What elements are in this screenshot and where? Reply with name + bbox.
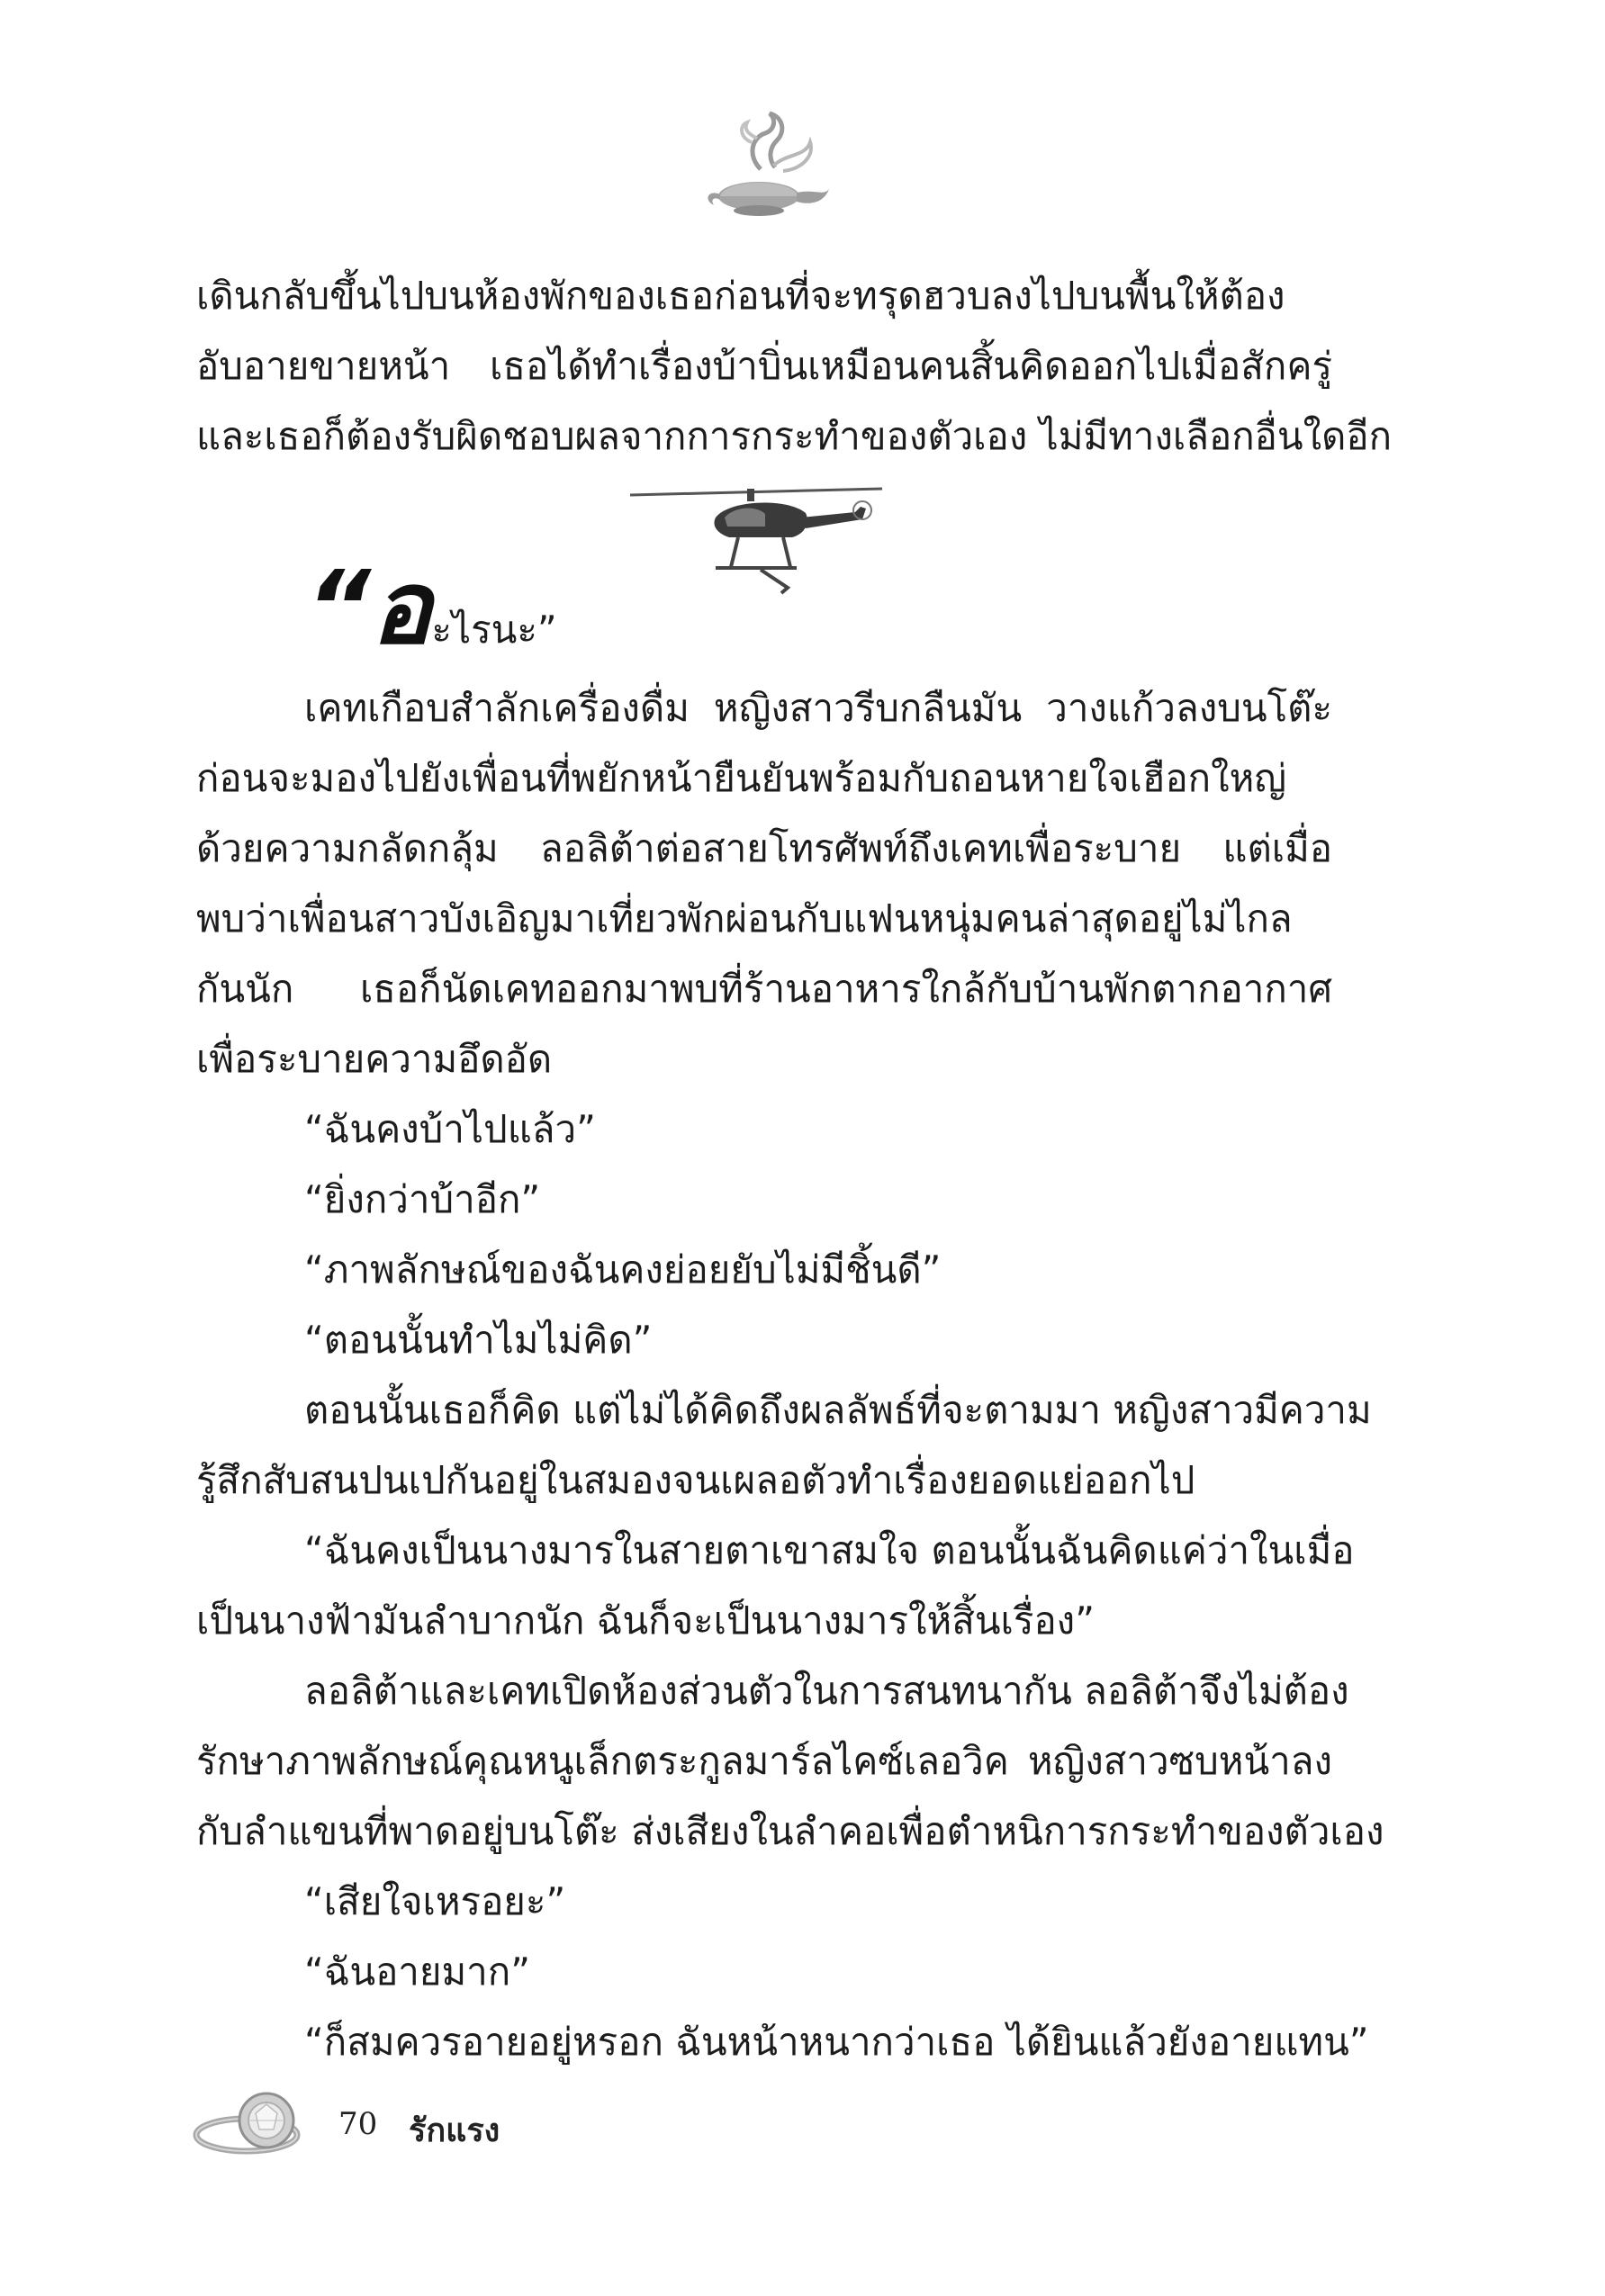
text-line: รู้สึกสับสนปนเปกันอยู่ในสมองจนเผลอตัวทำเรื่องยอดแย่ออกไป [196,1458,1195,1502]
page-footer [193,2088,733,2169]
helicopter-icon [630,482,900,603]
text-line: “เสียใจเหรอยะ” [304,1879,566,1923]
page-number: 70 [338,2106,378,2142]
text-line: “ฉันคงบ้าไปแล้ว” [304,1107,596,1151]
text-line: รักษาภาพลักษณ์คุณหนูเล็กตระกูลมาร์ลไคซ์เลอวิค หญิงสาวซบหน้าลง [196,1739,1332,1783]
text-line: กันนัก เธอก็นัดเคทออกมาพบที่ร้านอาหารใกล้กับบ้านพักตากอากาศ [196,967,1332,1011]
text-line: “ภาพลักษณ์ของฉันคงย่อยยับไม่มีชิ้นดี” [304,1247,942,1292]
drop-cap-continuation: ะไรนะ” [431,608,557,652]
text-line: “ฉันคงเป็นนางมารในสายตาเขาสมใจ ตอนนั้นฉันคิดแค่ว่าในเมื่อ [304,1528,1355,1572]
text-line: เดินกลับขึ้นไปบนห้องพักของเธอก่อนที่จะทรุดฮวบลงไปบนพื้นให้ต้อง [196,274,1285,318]
text-line: และเธอก็ต้องรับผิดชอบผลจากการกระทำของตัวเอง ไม่มีทางเลือกอื่นใดอีก [196,414,1393,458]
text-line: เป็นนางฟ้ามันลำบากนัก ฉันก็จะเป็นนางมารให้สิ้นเรื่อง” [196,1598,1095,1643]
text-line: “ฉันอายมาก” [304,1949,530,1994]
text-line: อับอายขายหน้า เธอได้ทำเรื่องบ้าบิ่นเหมือนคนสิ้นคิดออกไปเมื่อสักครู่ [196,344,1332,388]
dialogue-opening [306,550,557,667]
text-line: พบว่าเพื่อนสาวบังเอิญมาเที่ยวพักผ่อนกับแฟนหนุ่มคนล่าสุดอยู่ไม่ไกล [196,896,1293,941]
text-line: เคทเกือบสำลักเครื่องดื่ม หญิงสาวรีบกลืนมัน วางแก้วลงบนโต๊ะ [304,686,1332,730]
paragraph-top [196,261,1393,472]
text-line: ด้วยความกลัดกลุ้ม ลอลิต้าต่อสายโทรศัพท์ถึงเคทเพื่อระบาย แต่เมื่อ [196,826,1332,870]
text-line: “ตอนนั้นทำไมไม่คิด” [304,1318,653,1362]
drop-cap-letter: “อ [306,550,432,667]
text-line: ลอลิต้าและเคทเปิดห้องส่วนตัวในการสนทนากัน ลอลิต้าจึงไม่ต้อง [304,1669,1349,1713]
lamp-with-smoke-icon [698,106,833,223]
diamond-ring-icon [193,2088,314,2167]
text-line: เพื่อระบายความอึดอัด [196,1037,553,1081]
text-line: ตอนนั้นเธอก็คิด แต่ไม่ได้คิดถึงผลลัพธ์ที่จะตามมา หญิงสาวมีความ [304,1388,1372,1432]
text-line: ก่อนจะมองไปยังเพื่อนที่พยักหน้ายืนยันพร้อมกับถอนหายใจเฮือกใหญ่ [196,756,1287,800]
body-text [196,673,1384,2077]
text-line: กับลำแขนที่พาดอยู่บนโต๊ะ ส่งเสียงในลำคอเพื่อตำหนิการกระทำของตัวเอง [196,1809,1384,1853]
text-line: “ยิ่งกว่าบ้าอีก” [304,1177,541,1221]
book-title: รักแรง [409,2112,500,2149]
text-line: “ก็สมควรอายอยู่หรอก ฉันหน้าหนากว่าเธอ ได้ยินแล้วยังอายแทน” [304,2020,1369,2064]
